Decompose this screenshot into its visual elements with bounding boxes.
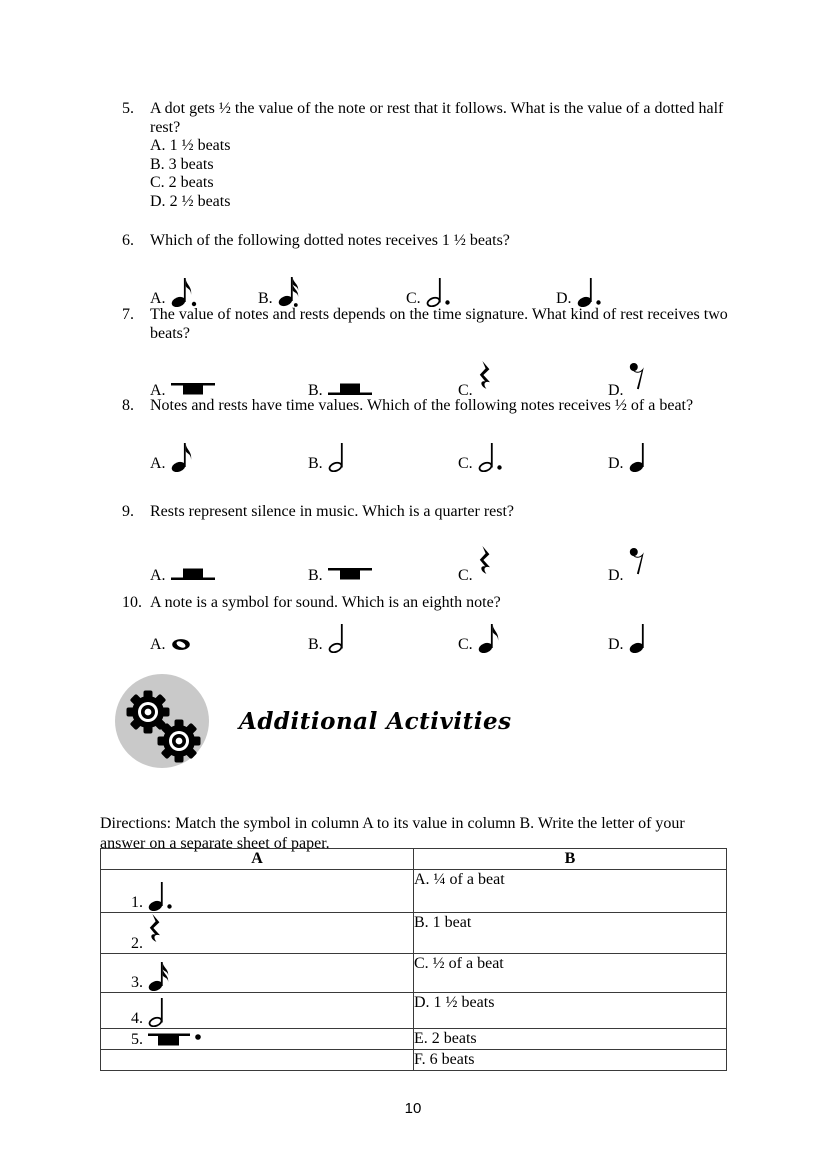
- option-d: D.: [556, 276, 604, 307]
- dotted-sixteenth-note-symbol: [278, 275, 303, 307]
- option-a: A.: [150, 381, 308, 399]
- question-text: The value of notes and rests depends on the time signature. What kind of rest receives two beats?: [150, 306, 728, 342]
- option-d: D.: [608, 546, 646, 584]
- question-number: 7.: [122, 306, 134, 323]
- table-header-row: [101, 849, 727, 870]
- half-note-symbol: [148, 996, 167, 1027]
- option-d: D. 2 ½ beats: [150, 192, 231, 210]
- question-7: [122, 306, 734, 399]
- quarter-rest-symbol: [478, 546, 493, 575]
- question-10-options: [150, 613, 734, 653]
- question-number: 8.: [122, 397, 134, 414]
- half-note-symbol: [328, 441, 347, 472]
- option-c: C.: [458, 622, 608, 653]
- sixteenth-note-symbol: [148, 960, 173, 991]
- question-text: Rests represent silence in music. Which is a quarter rest?: [150, 503, 515, 520]
- dotted-half-note-symbol: [478, 441, 505, 472]
- option-c: C. 2 beats: [150, 174, 214, 191]
- value-cell: E. 2 beats: [414, 1029, 727, 1050]
- question-number: 10.: [122, 594, 142, 611]
- table-row: [101, 993, 727, 1029]
- option-a: A.: [150, 276, 258, 307]
- value-cell: D. 1 ½ beats: [414, 993, 727, 1029]
- question-9: [122, 503, 734, 584]
- option-d: D.: [608, 361, 646, 399]
- option-d: D.: [608, 441, 648, 472]
- eighth-rest-symbol: [629, 546, 646, 575]
- whole-note-symbol: [171, 638, 191, 651]
- question-8-options: [150, 422, 734, 472]
- column-b-header: B: [414, 849, 727, 870]
- whole-rest-symbol: [328, 566, 372, 582]
- item-number: 1.: [131, 894, 143, 911]
- page-number: 10: [404, 1100, 422, 1117]
- question-number: 6.: [122, 232, 134, 249]
- option-b: B.: [308, 566, 458, 584]
- question-text: A note is a symbol for sound. Which is an eighth note?: [150, 594, 501, 611]
- quarter-note-symbol: [629, 441, 648, 472]
- item-number: 3.: [131, 974, 143, 991]
- option-c: C.: [458, 441, 608, 472]
- question-5: [122, 100, 734, 211]
- option-d: D.: [608, 622, 648, 653]
- half-rest-symbol: [328, 381, 372, 397]
- question-6: [122, 232, 734, 307]
- question-10: [122, 594, 734, 653]
- value-cell: C. ½ of a beat: [414, 954, 727, 993]
- eighth-rest-symbol: [629, 361, 646, 390]
- option-b: B.: [308, 441, 458, 472]
- dotted-quarter-note-symbol: [577, 276, 604, 307]
- matching-table: [100, 848, 727, 1071]
- option-a: A.: [150, 441, 308, 472]
- section-title: Additional Activities: [239, 707, 512, 735]
- table-row: [101, 1029, 727, 1050]
- table-row: [101, 913, 727, 954]
- quarter-rest-symbol: [478, 361, 493, 390]
- half-note-symbol: [328, 622, 347, 653]
- table-row: [101, 954, 727, 993]
- value-cell: A. ¼ of a beat: [414, 870, 727, 913]
- quarter-rest-symbol: [148, 914, 163, 943]
- question-8: [122, 397, 734, 472]
- option-b: B.: [258, 275, 406, 307]
- quarter-note-symbol: [629, 622, 648, 653]
- option-c: C.: [458, 546, 608, 584]
- dotted-whole-rest-symbol: [148, 1031, 206, 1048]
- table-row: [101, 870, 727, 913]
- option-a: A. 1 ½ beats: [150, 137, 231, 154]
- option-a: A.: [150, 636, 308, 653]
- eighth-note-symbol: [478, 622, 503, 653]
- column-a-header: A: [101, 849, 414, 870]
- section-header: [113, 672, 512, 770]
- question-9-options: [150, 534, 734, 584]
- option-a: A.: [150, 566, 308, 584]
- question-number: 5.: [122, 100, 134, 117]
- table-row: [101, 1050, 727, 1071]
- dotted-half-note-symbol: [426, 276, 453, 307]
- question-text: Which of the following dotted notes receives 1 ½ beats?: [150, 232, 510, 249]
- option-b: B. 3 beats: [150, 155, 214, 173]
- question-7-options: [150, 349, 734, 399]
- question-5-options: [150, 137, 734, 211]
- question-number: 9.: [122, 503, 134, 520]
- half-rest-symbol: [171, 566, 215, 582]
- option-b: B.: [308, 381, 458, 399]
- item-number: 2.: [131, 935, 143, 952]
- option-b: B.: [308, 622, 458, 653]
- question-text: A dot gets ½ the value of the note or rest that it follows. What is the value of a dotted half rest?: [150, 100, 724, 136]
- value-cell: B. 1 beat: [414, 913, 727, 954]
- dotted-eighth-note-symbol: [171, 276, 198, 307]
- question-6-options: [150, 257, 734, 307]
- option-c: C.: [406, 276, 556, 307]
- directions-text: Directions: Match the symbol in column A to its value in column B. Write the letter of your answer on a separate sheet of paper.: [100, 815, 685, 852]
- value-cell: F. 6 beats: [414, 1050, 727, 1071]
- question-text: Notes and rests have time values. Which of the following notes receives ½ of a beat?: [150, 397, 694, 414]
- item-number: 5.: [131, 1031, 143, 1048]
- whole-rest-symbol: [171, 381, 215, 397]
- item-number: 4.: [131, 1010, 143, 1027]
- eighth-note-symbol: [171, 441, 196, 472]
- dotted-quarter-note-symbol: [148, 880, 175, 911]
- gears-icon: [113, 672, 211, 770]
- option-c: C.: [458, 361, 608, 399]
